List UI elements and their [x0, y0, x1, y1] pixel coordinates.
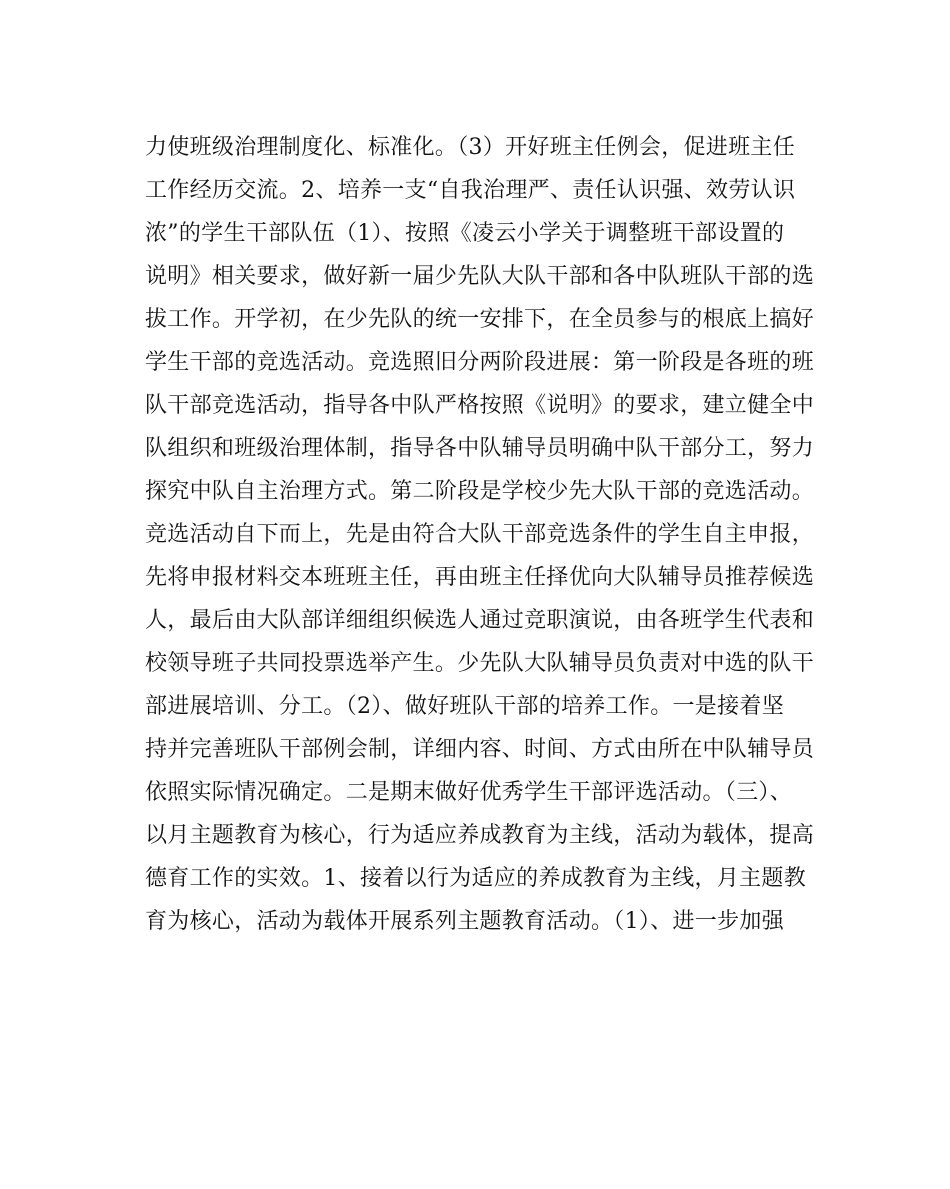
- text-line: 学生干部的竞选活动。竞选照旧分两阶段进展：第一阶段是各班的班: [145, 350, 815, 375]
- text-line: 探究中队自主治理方式。第二阶段是学校少先大队干部的竞选活动。: [145, 479, 815, 504]
- text-line: 依照实际情况确定。二是期末做好优秀学生干部评选活动。（三）、: [145, 780, 793, 805]
- text-line: 说明》相关要求，做好新一届少先队大队干部和各中队班队干部的选: [145, 264, 815, 289]
- text-line: 浓”的学生干部队伍（1）、按照《凌云小学关于调整班干部设置的: [145, 221, 785, 246]
- text-line: 竞选活动自下而上，先是由符合大队干部竞选条件的学生自主申报，: [145, 522, 815, 547]
- body-text: [145, 126, 815, 943]
- text-line: 德育工作的实效。1、接着以行为适应的养成教育为主线，月主题教: [145, 866, 806, 891]
- text-line: 以月主题教育为核心，行为适应养成教育为主线，活动为载体，提高: [145, 823, 815, 848]
- text-line: 部进展培训、分工。（2）、做好班队干部的培养工作。一是接着坚: [145, 694, 784, 719]
- text-line: 育为核心，活动为载体开展系列主题教育活动。（1）、进一步加强: [145, 909, 784, 934]
- text-line: 队干部竞选活动，指导各中队严格按照《说明》的要求，建立健全中: [145, 393, 815, 418]
- text-line: 人，最后由大队部详细组织候选人通过竞职演说，由各班学生代表和: [145, 608, 815, 633]
- text-line: 力使班级治理制度化、标准化。（3）开好班主任例会，促进班主任: [145, 135, 795, 160]
- text-line: 持并完善班队干部例会制，详细内容、时间、方式由所在中队辅导员: [145, 737, 815, 762]
- text-line: 工作经历交流。2、培养一支“自我治理严、责任认识强、效劳认识: [145, 178, 796, 203]
- text-line: 校领导班子共同投票选举产生。少先队大队辅导员负责对中选的队干: [145, 651, 815, 676]
- text-line: 先将申报材料交本班班主任，再由班主任择优向大队辅导员推荐候选: [145, 565, 815, 590]
- text-line: 队组织和班级治理体制，指导各中队辅导员明确中队干部分工，努力: [145, 436, 815, 461]
- text-line: 拔工作。开学初，在少先队的统一安排下，在全员参与的根底上搞好: [145, 307, 815, 332]
